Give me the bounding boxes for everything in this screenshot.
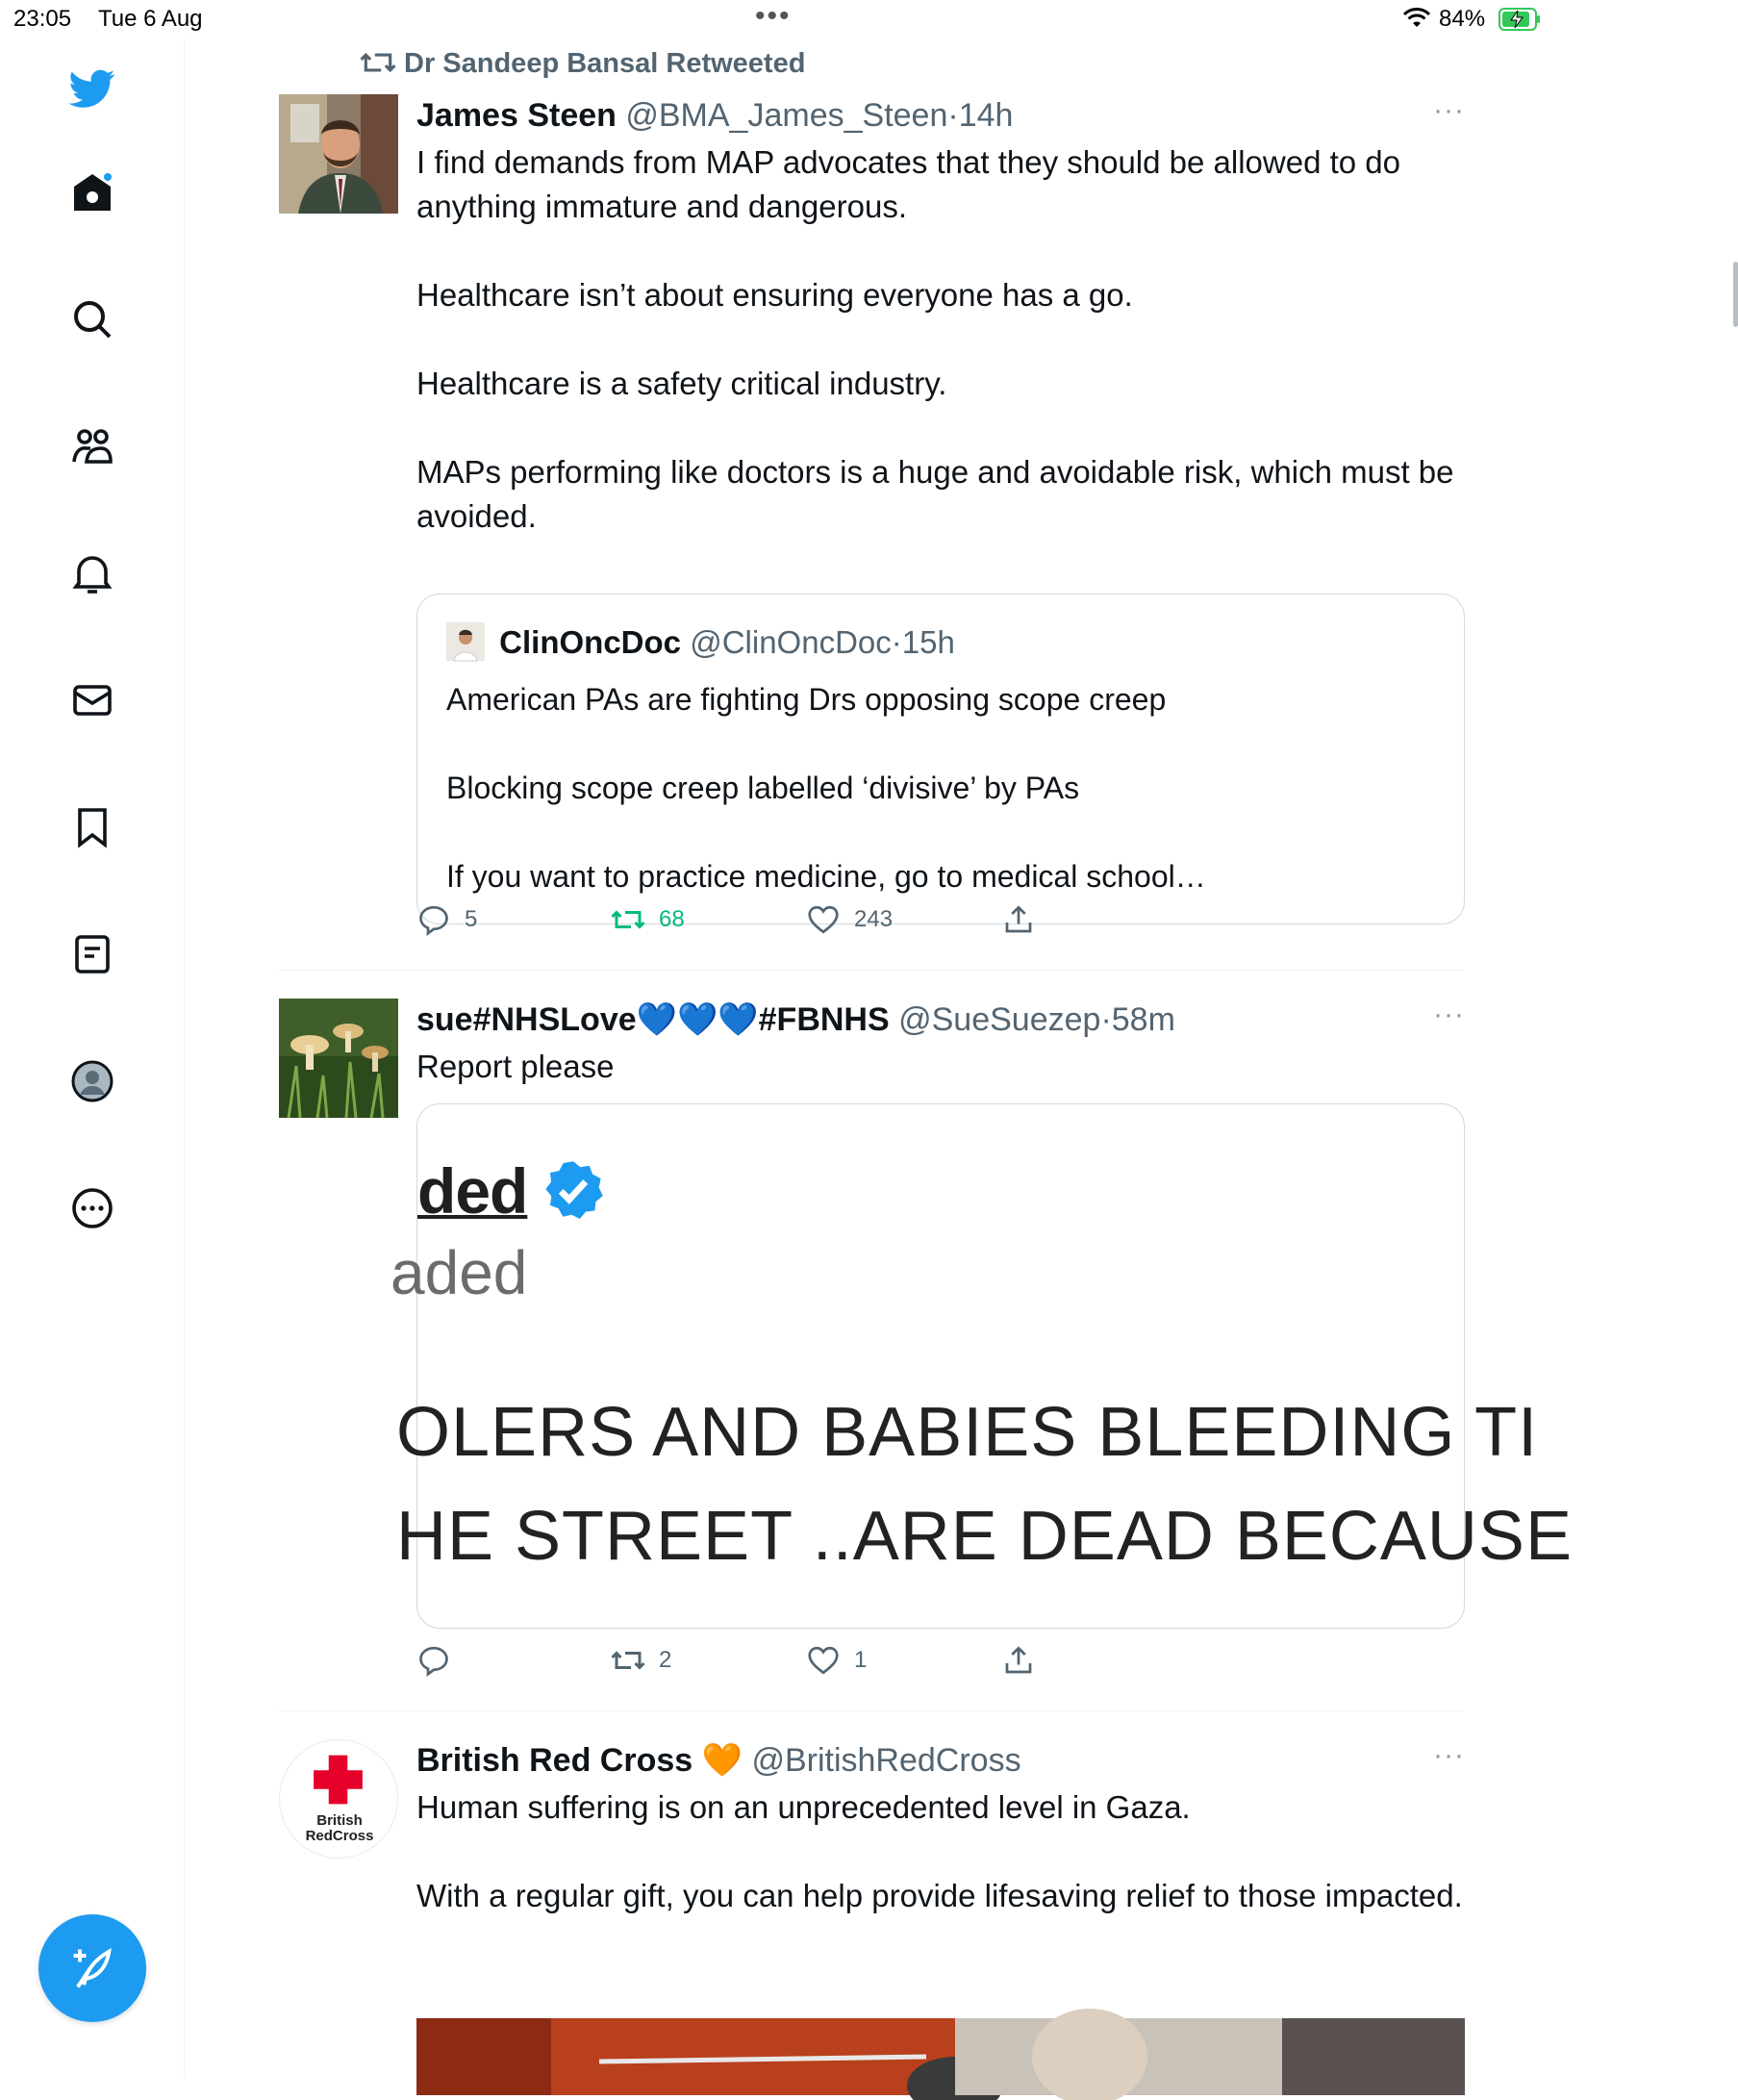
sidebar — [0, 38, 185, 2078]
bird-icon — [69, 65, 115, 112]
tweet-paragraph: I find demands from MAP advocates that they should be allowed to do anything immature and dangerous. — [416, 144, 1400, 224]
status-date: Tue 6 Aug — [98, 6, 203, 32]
media-photo — [416, 2018, 1465, 2095]
avatar-label — [280, 1813, 399, 1844]
tweet-body — [416, 1739, 1465, 1918]
tweet-divider — [279, 1710, 1464, 1711]
people-icon — [69, 423, 115, 469]
quoted-paragraph: Blocking scope creep labelled ‘divisive’ by PAs — [446, 771, 1080, 805]
user-photo — [279, 94, 398, 214]
like-count: 1 — [854, 1647, 868, 1673]
wifi-icon — [1402, 7, 1431, 30]
tweet[interactable] — [279, 1739, 1464, 2078]
tweet-media-image[interactable] — [416, 2018, 1465, 2095]
tweet-body — [416, 999, 1465, 1089]
share-button[interactable] — [1001, 902, 1036, 937]
tweet-time[interactable]: 14h — [958, 97, 1014, 134]
tweet-text — [416, 140, 1465, 539]
author-handle[interactable]: @BritishRedCross — [751, 1742, 1021, 1779]
sidebar-item-profile[interactable] — [65, 1054, 119, 1108]
tweet[interactable] — [279, 999, 1573, 1730]
author-name[interactable]: British Red Cross — [416, 1742, 693, 1779]
list-icon — [69, 931, 115, 977]
reply-button[interactable] — [416, 902, 477, 937]
more-options-icon[interactable]: ··· — [1433, 999, 1465, 1030]
retweet-icon — [611, 1643, 645, 1678]
media-text-line: OLERS AND BABIES BLEEDING TI — [396, 1394, 1539, 1471]
retweet-icon — [611, 902, 645, 937]
quoted-avatar — [446, 622, 485, 661]
more-options-icon[interactable]: ··· — [1433, 94, 1465, 126]
author-name[interactable]: sue#NHSLove💙💙💙#FBNHS — [416, 1001, 890, 1038]
sidebar-item-explore[interactable] — [65, 292, 119, 346]
media-text-line — [417, 1154, 606, 1227]
tweet-paragraph: Human suffering is on an unprecedented level in Gaza. — [416, 1789, 1191, 1825]
tweet-paragraph: Healthcare is a safety critical industry. — [416, 366, 947, 401]
quoted-author-name: ClinOncDoc — [499, 624, 682, 660]
sidebar-item-more[interactable] — [65, 1181, 119, 1235]
sidebar-item-messages[interactable] — [65, 673, 119, 727]
share-icon — [1001, 1643, 1036, 1678]
tweet-paragraph: Healthcare isn’t about ensuring everyone has a go. — [416, 277, 1133, 313]
tweet-paragraph: With a regular gift, you can help provide lifesaving relief to those impacted. — [416, 1878, 1463, 1913]
heart-icon — [806, 1643, 841, 1678]
avatar[interactable] — [279, 1739, 398, 1859]
quoted-author-handle: @ClinOncDoc — [690, 624, 892, 660]
like-count: 243 — [854, 906, 894, 932]
tweet-time[interactable]: 58m — [1111, 1001, 1175, 1038]
multitasking-dots[interactable]: ••• — [755, 0, 792, 32]
reply-icon — [416, 902, 451, 937]
retweet-count: 68 — [659, 906, 685, 932]
tweet-text — [416, 1785, 1465, 1918]
twitter-logo[interactable] — [65, 62, 119, 115]
tweet-header — [416, 1739, 1465, 1782]
media-text-fragment: ded — [417, 1155, 528, 1227]
quoted-tweet[interactable] — [416, 594, 1465, 924]
quoted-paragraph: American PAs are fighting Drs opposing scope creep — [446, 682, 1167, 717]
search-icon — [69, 296, 115, 342]
more-circle-icon — [69, 1185, 115, 1231]
quoted-tweet-header — [446, 621, 1435, 664]
orange-heart-emoji: 🧡 — [701, 1742, 743, 1779]
quoted-paragraph: If you want to practice medicine, go to medical school… — [446, 859, 1206, 894]
battery-charging-icon — [1499, 8, 1541, 31]
sidebar-item-bookmarks[interactable] — [65, 800, 119, 854]
battery-percent: 84% — [1439, 6, 1486, 32]
media-text-line: aded — [390, 1238, 528, 1307]
tweet-header — [416, 999, 1465, 1041]
sidebar-item-lists[interactable] — [65, 927, 119, 981]
user-photo — [279, 999, 398, 1118]
status-time: 23:05 — [13, 6, 72, 32]
tweet-body — [416, 94, 1465, 539]
compose-feather-icon — [67, 1943, 117, 1993]
share-button[interactable] — [1001, 1643, 1036, 1678]
avatar[interactable] — [279, 999, 398, 1118]
share-icon — [1001, 902, 1036, 937]
like-button[interactable] — [806, 1643, 867, 1678]
sidebar-item-communities[interactable] — [65, 419, 119, 473]
quoted-tweet-time: 15h — [901, 624, 955, 660]
like-button[interactable] — [806, 902, 893, 937]
status-bar — [0, 0, 1558, 38]
tweet-actions — [416, 902, 1090, 945]
tweet-paragraph: Report please — [416, 1049, 615, 1084]
verified-badge-icon — [541, 1157, 606, 1223]
envelope-icon — [69, 677, 115, 723]
retweeted-by-label: Dr Sandeep Bansal Retweeted — [404, 48, 806, 79]
sidebar-item-home[interactable] — [65, 165, 119, 219]
tweet-divider — [279, 970, 1464, 971]
tweet-text — [416, 1045, 1465, 1089]
bell-icon — [69, 550, 115, 596]
retweet-button[interactable] — [611, 1643, 671, 1678]
retweet-icon — [360, 44, 396, 81]
author-handle[interactable]: @SueSuezep — [898, 1001, 1101, 1038]
home-icon — [69, 169, 115, 215]
separator-dot: · — [947, 97, 959, 134]
compose-tweet-button[interactable] — [38, 1914, 146, 2022]
reply-icon — [416, 1643, 451, 1678]
avatar-label-line: RedCross — [305, 1828, 374, 1844]
retweet-count: 2 — [659, 1647, 672, 1673]
retweet-context[interactable] — [360, 44, 805, 81]
quoted-tweet-text — [446, 677, 1435, 898]
tweet-actions — [416, 1643, 1090, 1685]
tweet-media-image[interactable] — [390, 1103, 1573, 1629]
bookmark-icon — [69, 804, 115, 850]
author-name[interactable]: James Steen — [416, 97, 617, 134]
heart-icon — [806, 902, 841, 937]
quoted-user-photo — [446, 622, 485, 661]
scrollbar[interactable] — [1733, 262, 1738, 327]
tweet-header — [416, 94, 1465, 137]
avatar[interactable] — [279, 94, 398, 214]
reply-count: 5 — [465, 906, 478, 932]
media-text-line: HE STREET ..ARE DEAD BECAUSE — [396, 1498, 1573, 1575]
reply-button[interactable] — [416, 1643, 465, 1678]
retweet-button[interactable] — [611, 902, 685, 937]
separator-dot: · — [891, 624, 902, 660]
profile-icon — [69, 1058, 115, 1104]
avatar-label-line: British — [316, 1812, 363, 1829]
tweet[interactable] — [279, 94, 1465, 894]
sidebar-item-notifications[interactable] — [65, 546, 119, 600]
more-options-icon[interactable]: ··· — [1433, 1739, 1465, 1771]
tweet-paragraph: MAPs performing like doctors is a huge and avoidable risk, which must be avoided. — [416, 454, 1454, 534]
separator-dot: · — [1100, 1001, 1112, 1038]
author-handle[interactable]: @BMA_James_Steen — [625, 97, 948, 134]
